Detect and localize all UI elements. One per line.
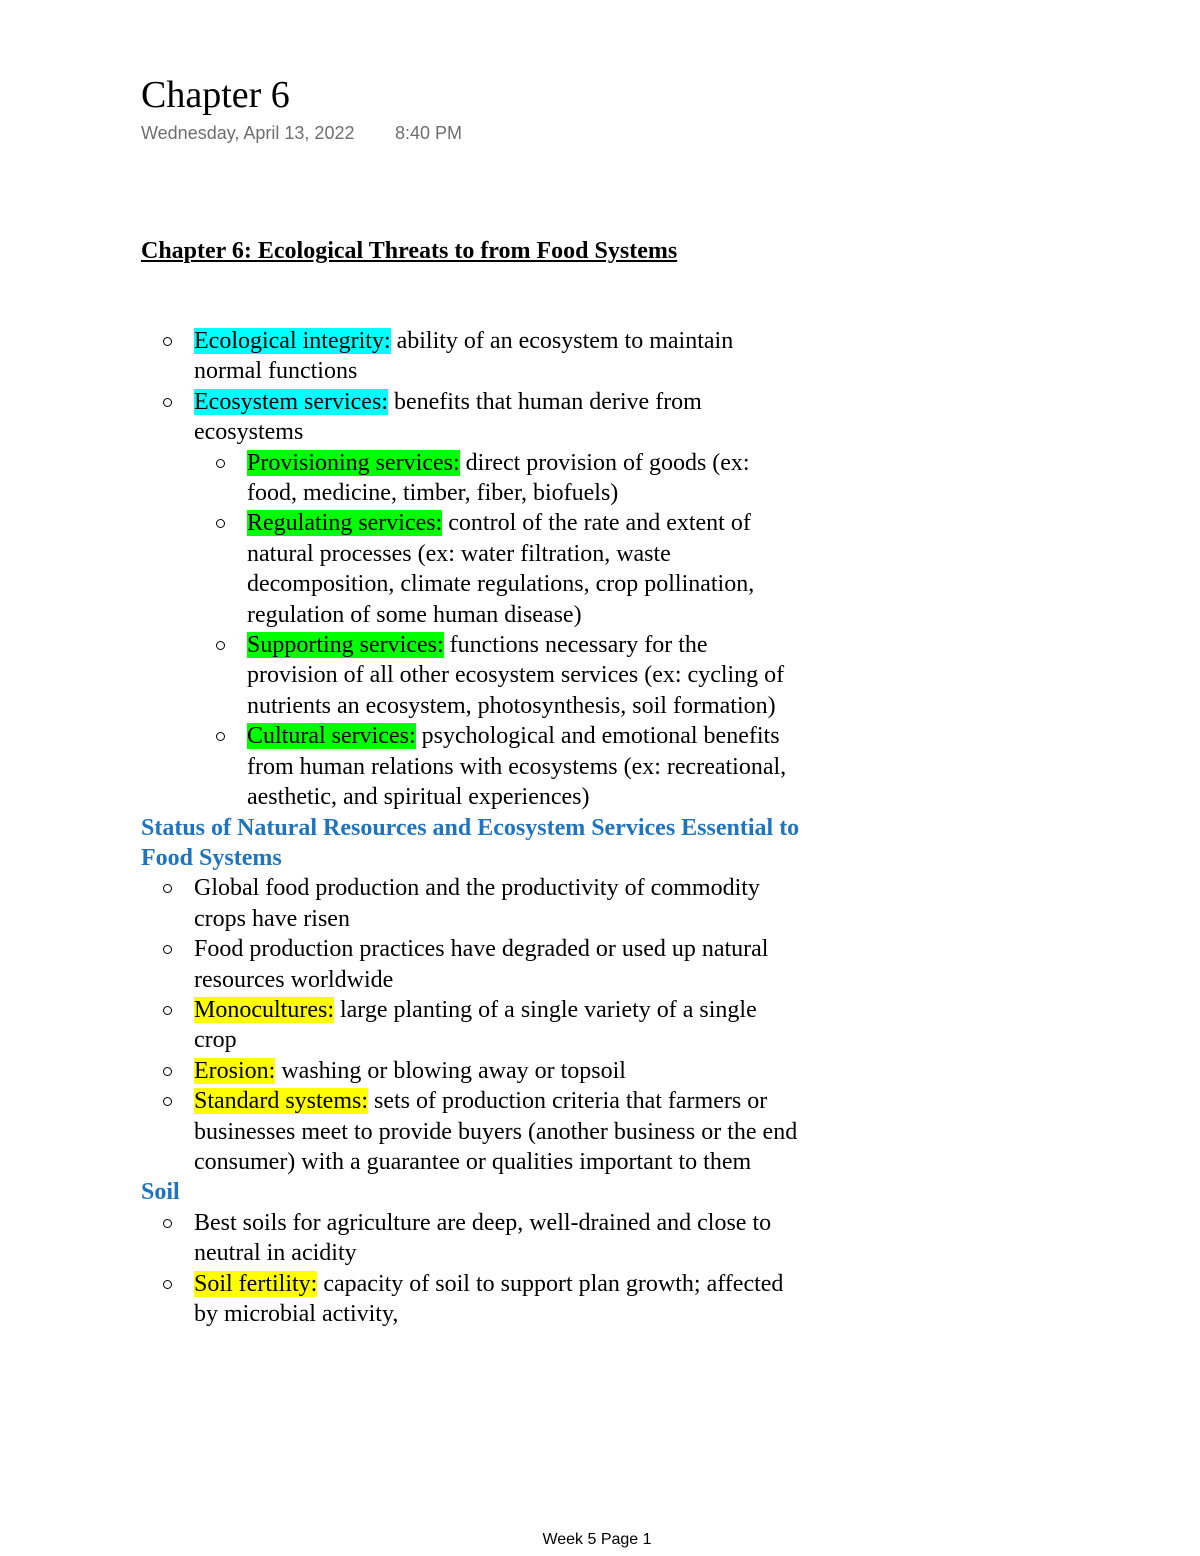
bullet-icon (216, 641, 225, 650)
list-item (194, 326, 801, 387)
bullet-icon (216, 459, 225, 468)
bullet-icon (163, 884, 172, 893)
section-heading-natural-resources: Status of Natural Resources and Ecosystem Services Essential to Food Systems (141, 814, 800, 871)
definition-text: functions necessary for the provision of all other ecosystem services (ex: cycling of nutrients an ecosystem, photosynthesis, soil formation) (247, 632, 785, 719)
list-item (194, 1086, 801, 1177)
list-item (194, 1269, 801, 1330)
list-item-text: Food production practices have degraded or used up natural resources worldwide (194, 936, 769, 993)
highlighted-term: Standard systems: (194, 1088, 368, 1115)
page-date: Wednesday, April 13, 2022 (141, 123, 355, 143)
ecology-list (141, 326, 801, 813)
natural-resources-list (141, 873, 801, 1177)
definition-text: direct provision of goods (ex: food, medicine, timber, fiber, biofuels) (247, 449, 750, 507)
highlighted-term: Soil fertility: (194, 1270, 318, 1297)
list-item (194, 995, 801, 1056)
note-body[interactable] (141, 236, 801, 1329)
bullet-icon (163, 1097, 172, 1106)
highlighted-term: Ecological integrity: (194, 328, 391, 354)
section-heading-soil: Soil (141, 1179, 180, 1206)
list-item (194, 873, 801, 934)
bullet-icon (216, 732, 225, 741)
highlighted-term: Provisioning services: (247, 449, 460, 476)
highlighted-term: Monocultures: (194, 996, 334, 1023)
list-item (194, 387, 801, 813)
definition-text: ability of an ecosystem to maintain normal functions (194, 328, 734, 385)
bullet-icon (163, 337, 172, 346)
definition-text: psychological and emotional benefits from human relations with ecosystems (ex: recreational, aesthetic, and spiritual experiences) (247, 723, 787, 811)
page-time: 8:40 PM (395, 123, 463, 143)
definition-text: large planting of a single variety of a single crop (194, 996, 757, 1054)
bullet-icon (163, 945, 172, 954)
definition-text: capacity of soil to support plan growth; affected by microbial activity, (194, 1270, 784, 1327)
definition-text: sets of production criteria that farmers or businesses meet to provide buyers (another business or the end consumer) with a guarantee or qualities important to them (194, 1088, 798, 1175)
page-footer (0, 1531, 1200, 1549)
sub-list-item (247, 630, 801, 721)
list-item (194, 934, 801, 995)
document-heading: Chapter 6: Ecological Threats to from Food Systems (141, 238, 678, 264)
page-number-label: Week 5 Page 1 (542, 1531, 652, 1548)
list-item-text: Best soils for agriculture are deep, well-drained and close to neutral in acidity (194, 1209, 772, 1267)
bullet-icon (163, 398, 172, 407)
bullet-icon (163, 1219, 172, 1228)
services-sublist (194, 448, 801, 813)
highlighted-term: Ecosystem services: (194, 388, 388, 415)
sub-list-item (247, 721, 801, 812)
list-item (194, 1208, 801, 1269)
definition-text: benefits that human derive from ecosystems (194, 388, 702, 446)
list-item-text: Global food production and the productivity of commodity crops have risen (194, 875, 760, 932)
bullet-icon (163, 1067, 172, 1076)
highlighted-term: Erosion: (194, 1057, 276, 1084)
highlighted-term: Cultural services: (247, 723, 416, 750)
page-title[interactable]: Chapter 6 (141, 74, 290, 116)
sub-list-item (247, 448, 801, 509)
list-item (194, 1056, 801, 1086)
highlighted-term: Supporting services: (247, 632, 444, 659)
definition-text: washing or blowing away or topsoil (275, 1057, 626, 1084)
soil-list (141, 1208, 801, 1330)
highlighted-term: Regulating services: (247, 510, 443, 537)
bullet-icon (163, 1280, 172, 1289)
bullet-icon (163, 1006, 172, 1015)
definition-text: control of the rate and extent of natural processes (ex: water filtration, waste decomposition, climate regulations, crop pollination, regulation of some human disease) (247, 510, 755, 628)
bullet-icon (216, 519, 225, 528)
sub-list-item (247, 508, 801, 630)
